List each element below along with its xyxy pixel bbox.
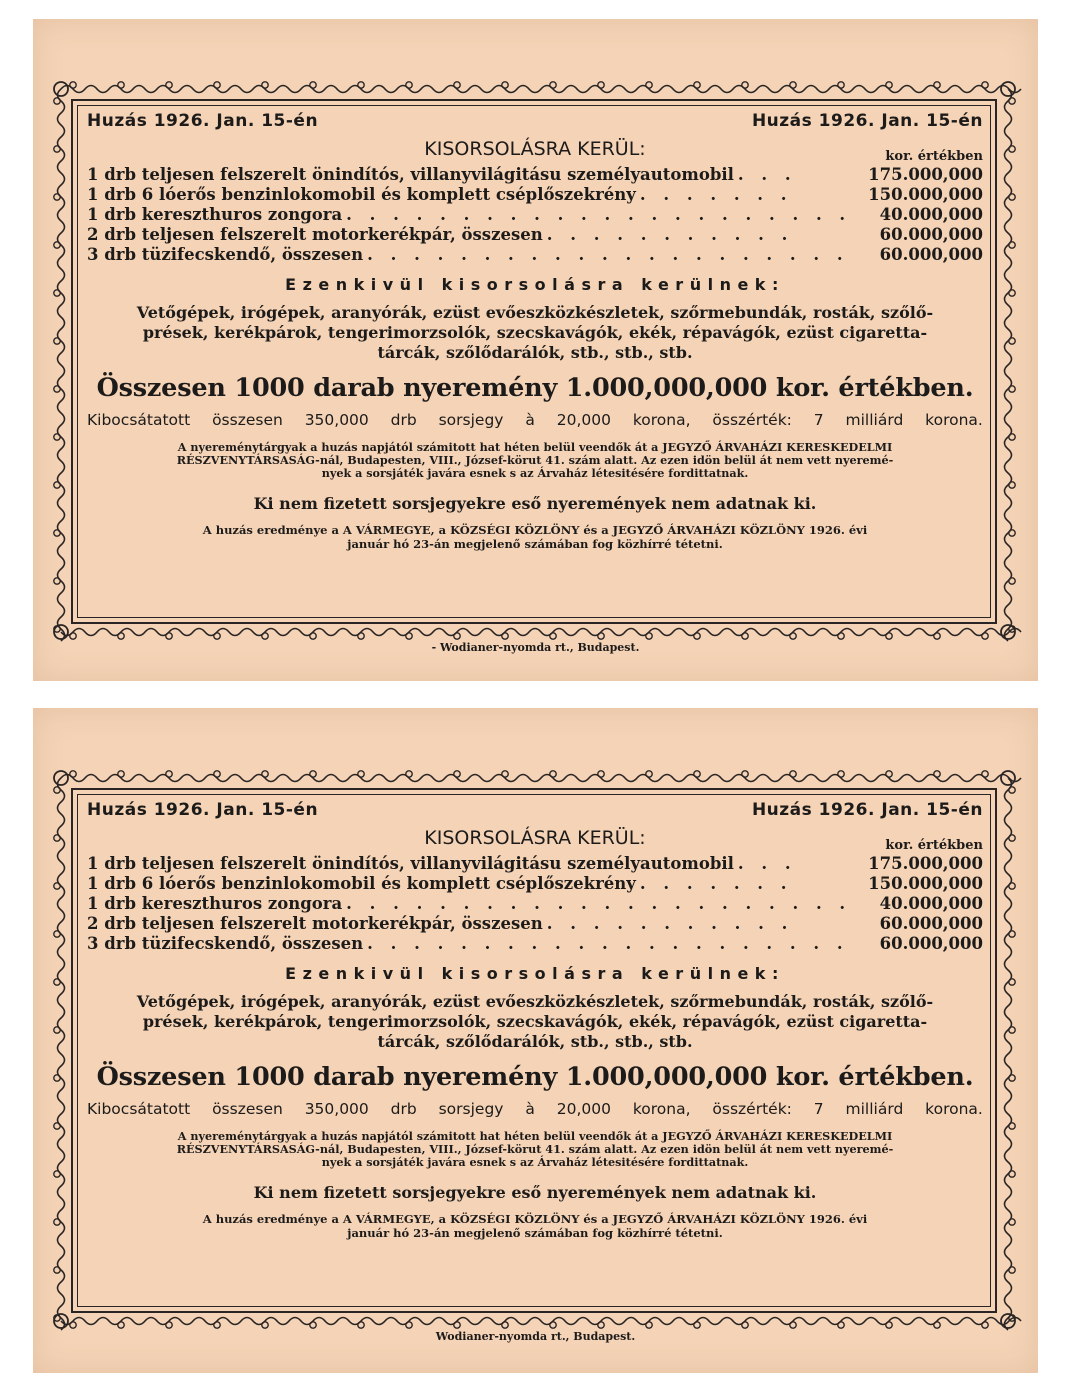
prize-text: 3 drb tüzifecskendő, összesen [87, 245, 364, 264]
collection-notice [87, 1130, 983, 1169]
issued-word: korona, [632, 1100, 691, 1118]
issued-word: 20,000 [556, 1100, 611, 1118]
lottery-ticket-back [33, 19, 1038, 681]
results-publication-notice [87, 523, 983, 551]
prize-list [87, 165, 983, 265]
ticket-content [87, 800, 983, 1240]
issued-word: összesen [212, 1100, 283, 1118]
draw-date-left: Huzás 1926. Jan. 15-én [87, 800, 319, 820]
prize-list [87, 854, 983, 954]
prize-text: 1 drb teljesen felszerelt önindítós, villanyvilágitásu személyautomobil [87, 854, 734, 873]
publish-line: A huzás eredménye a A VÁRMEGYE, a KÖZSÉGI KÖZLÖNY és a JEGYZŐ ÁRVAHÁZI KÖZLÖNY 1926. évi [202, 523, 868, 537]
issued-word: összesen [212, 411, 283, 429]
notice-line: A nyereménytárgyak a huzás napjától számitott hat héten belül veendők át a JEGYZŐ ÁRVAHÁZI KERESKEDELMI [177, 440, 893, 454]
issued-word: sorsjegy [438, 411, 504, 429]
prize-value: 40.000,000 [879, 894, 983, 913]
prize-row [87, 854, 983, 874]
printer-imprint: - Wodianer-nyomda rt., Budapest. [431, 641, 640, 654]
printer-imprint: Wodianer-nyomda rt., Budapest. [435, 1330, 636, 1343]
notice-line: nyek a sorsjáték javára esnek s az Árvaház létesitésére fordittatnak. [321, 466, 749, 480]
additional-prizes-heading: Ezenkivül kisorsolásra kerülnek: [285, 964, 785, 983]
value-unit-label: kor. értékben [885, 149, 983, 164]
additional-prizes-heading: Ezenkivül kisorsolásra kerülnek: [285, 275, 785, 294]
draw-date-header [87, 800, 983, 824]
additional-prizes-list [87, 992, 983, 1052]
draw-date-right: Huzás 1926. Jan. 15-én [751, 800, 983, 820]
prize-title: KISORSOLÁSRA KERÜL: [424, 827, 646, 849]
prize-value: 175.000,000 [868, 165, 983, 184]
prize-text: 3 drb tüzifecskendő, összesen [87, 934, 364, 953]
issued-tickets-line [87, 1100, 983, 1118]
collection-notice [87, 441, 983, 480]
issued-word: sorsjegy [438, 1100, 504, 1118]
items-line: Vetőgépek, irógépek, aranyórák, ezüst evőeszközkészletek, szőrmebundák, rosták, szőlő- [136, 992, 934, 1011]
prize-leader-dots: . . . . . . . . . . . . . . . . . . . . . [367, 934, 849, 953]
prize-leader-dots: . . . . . . . . . . . [546, 914, 794, 933]
issued-word: 350,000 [304, 411, 369, 429]
publish-line: január hó 23-án megjelenő számában fog közhírré tétetni. [347, 537, 723, 551]
issued-word: korona, [632, 411, 691, 429]
prize-value: 150.000,000 [868, 185, 983, 204]
prize-row [87, 914, 983, 934]
prize-leader-dots: . . . . . . . . . . . . . . . . . . . . . [367, 245, 849, 264]
prize-text: 1 drb 6 lóerős benzinlokomobil és komplett cséplőszekrény [87, 874, 636, 893]
prize-text: 1 drb teljesen felszerelt önindítós, villanyvilágitásu személyautomobil [87, 165, 734, 184]
prize-leader-dots: . . . . . . . . . . . [546, 225, 794, 244]
issued-word: 7 [813, 1100, 824, 1118]
ticket-content [87, 111, 983, 551]
issued-word: Kibocsátatott [87, 411, 191, 429]
total-prizes-line: Összesen 1000 darab nyeremény 1.000,000,000 kor. értékben. [96, 373, 974, 403]
issued-word: korona. [925, 411, 983, 429]
results-publication-notice [87, 1212, 983, 1240]
prize-leader-dots: . . . . . . . [639, 874, 793, 893]
prize-value: 60.000,000 [879, 225, 983, 244]
prize-row [87, 185, 983, 205]
prize-leader-dots: . . . . . . . . . . . . . . . . . . . . . . [346, 205, 852, 224]
prize-row [87, 165, 983, 185]
prize-value: 60.000,000 [879, 245, 983, 264]
notice-line: A nyereménytárgyak a huzás napjától számitott hat héten belül veendők át a JEGYZŐ ÁRVAHÁZI KERESKEDELMI [177, 1129, 893, 1143]
issued-word: 20,000 [556, 411, 611, 429]
issued-word: összérték: [712, 411, 792, 429]
issued-word: à [525, 411, 535, 429]
prize-row [87, 205, 983, 225]
prize-value: 60.000,000 [879, 934, 983, 953]
issued-word: összérték: [712, 1100, 792, 1118]
issued-word: à [525, 1100, 535, 1118]
prize-row [87, 245, 983, 265]
prize-text: 1 drb 6 lóerős benzinlokomobil és komplett cséplőszekrény [87, 185, 636, 204]
prize-value: 175.000,000 [868, 854, 983, 873]
draw-date-header [87, 111, 983, 135]
draw-date-left: Huzás 1926. Jan. 15-én [87, 111, 319, 131]
issued-word: drb [390, 411, 417, 429]
prize-row [87, 894, 983, 914]
prize-value: 150.000,000 [868, 874, 983, 893]
notice-line: RÉSZVENYTÁRSASÁG-nál, Budapesten, VIII., József-körut 41. szám alatt. Az ezen idön belül át nem vett nyeremé- [176, 1142, 894, 1156]
prize-title: KISORSOLÁSRA KERÜL: [424, 138, 646, 160]
prize-leader-dots: . . . . . . . . . . . . . . . . . . . . . . [346, 894, 852, 913]
issued-word: 350,000 [304, 1100, 369, 1118]
prize-text: 1 drb kereszthuros zongora [87, 894, 343, 913]
unpaid-tickets-notice: Ki nem fizetett sorsjegyekre eső nyeremények nem adatnak ki. [253, 1183, 817, 1202]
prize-row [87, 874, 983, 894]
prize-leader-dots: . . . [737, 854, 797, 873]
prize-row [87, 934, 983, 954]
issued-word: milliárd [845, 1100, 904, 1118]
items-line: tárcák, szőlődarálók, stb., stb., stb. [377, 343, 693, 362]
prize-text: 2 drb teljesen felszerelt motorkerékpár, összesen [87, 914, 543, 933]
items-line: prések, kerékpárok, tengerimorzsolók, szecskavágók, ekék, répavágók, ezüst cigaretta- [142, 323, 928, 342]
prize-row [87, 225, 983, 245]
issued-word: korona. [925, 1100, 983, 1118]
publish-line: A huzás eredménye a A VÁRMEGYE, a KÖZSÉGI KÖZLÖNY és a JEGYZŐ ÁRVAHÁZI KÖZLÖNY 1926. évi [202, 1212, 868, 1226]
publish-line: január hó 23-án megjelenő számában fog közhírré tétetni. [347, 1226, 723, 1240]
issued-word: drb [390, 1100, 417, 1118]
draw-date-right: Huzás 1926. Jan. 15-én [751, 111, 983, 131]
unpaid-tickets-notice: Ki nem fizetett sorsjegyekre eső nyeremények nem adatnak ki. [253, 494, 817, 513]
total-prizes-line: Összesen 1000 darab nyeremény 1.000,000,000 kor. értékben. [96, 1062, 974, 1092]
prize-leader-dots: . . . . . . . [639, 185, 793, 204]
prize-value: 40.000,000 [879, 205, 983, 224]
prize-leader-dots: . . . [737, 165, 797, 184]
prize-value: 60.000,000 [879, 914, 983, 933]
issued-tickets-line [87, 411, 983, 429]
notice-line: RÉSZVENYTÁRSASÁG-nál, Budapesten, VIII., József-körut 41. szám alatt. Az ezen idön belül át nem vett nyeremé- [176, 453, 894, 467]
issued-word: Kibocsátatott [87, 1100, 191, 1118]
additional-prizes-list [87, 303, 983, 363]
prize-text: 2 drb teljesen felszerelt motorkerékpár, összesen [87, 225, 543, 244]
title-row [87, 135, 983, 165]
items-line: prések, kerékpárok, tengerimorzsolók, szecskavágók, ekék, répavágók, ezüst cigaretta- [142, 1012, 928, 1031]
notice-line: nyek a sorsjáték javára esnek s az Árvaház létesitésére fordittatnak. [321, 1155, 749, 1169]
items-line: tárcák, szőlődarálók, stb., stb., stb. [377, 1032, 693, 1051]
lottery-ticket-back [33, 708, 1038, 1373]
issued-word: 7 [813, 411, 824, 429]
prize-text: 1 drb kereszthuros zongora [87, 205, 343, 224]
title-row [87, 824, 983, 854]
items-line: Vetőgépek, irógépek, aranyórák, ezüst evőeszközkészletek, szőrmebundák, rosták, szőlő- [136, 303, 934, 322]
value-unit-label: kor. értékben [885, 838, 983, 853]
issued-word: milliárd [845, 411, 904, 429]
